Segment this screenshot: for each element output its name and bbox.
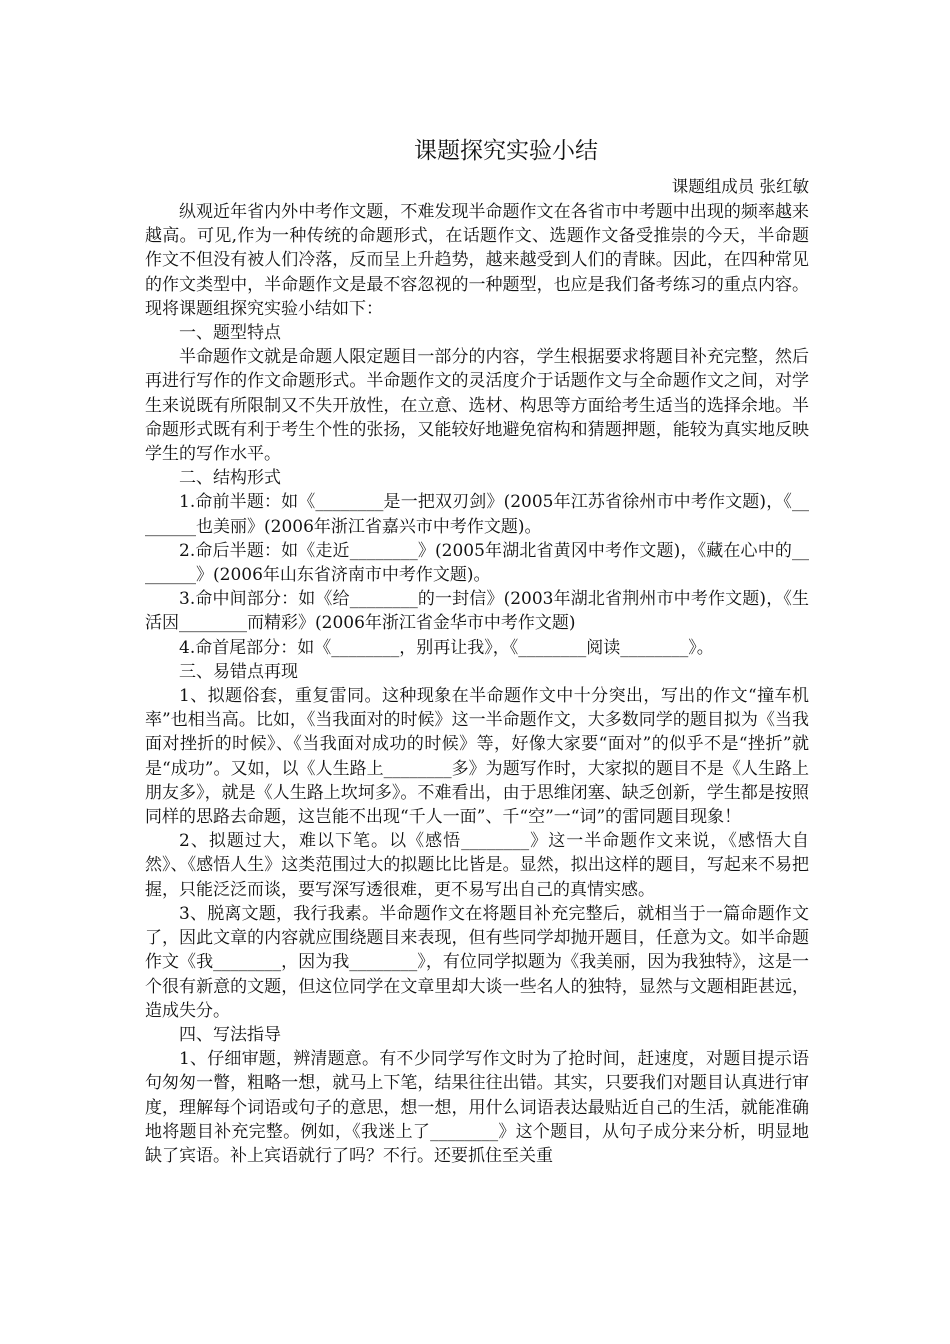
section-4-item-1: 1、仔细审题，辨清题意。有不少同学写作文时为了抢时间，赶速度，对题目提示语句匆匆一瞥，粗略一想，就马上下笔，结果往往出错。其实，只要我们对题目认真进行审度，理解每个词语或句子的意思，想一想，用什么词语表达最贴近自己的生活，就能准确地将题目补充完整。例如，《我迷上了________》这个题目，从句子成分来分析，明显地缺了宾语。补上宾语就行了吗？不行。还要抓住至关重 (145, 1049, 809, 1166)
section-2-item-1: 1.命前半题：如《________是一把双刃剑》(2005年江苏省徐州市中考作文题)，《________也美丽》(2006年浙江省嘉兴市中考作文题)。 (145, 492, 809, 537)
section-3-item-1: 1、拟题俗套，重复雷同。这种现象在半命题作文中十分突出，写出的作文“撞车机率”也相当高。比如，《当我面对的时候》这一半命题作文，大多数同学的题目拟为《当我面对挫折的时候》、《当我面对成功的时候》等，好像大家要“面对”的似乎不是“挫折”就是“成功”。又如，以《人生路上________多》为题写作时，大家拟的题目不是《人生路上朋友多》，就是《人生路上坎坷多》。不难看出，由于思维闭塞、缺乏创新，学生都是按照同样的思路去命题，这岂能不出现“千人一面”、千“空”一“词”的雷同题目现象！ (145, 686, 809, 828)
intro-paragraph: 纵观近年省内外中考作文题，不难发现半命题作文在各省市中考题中出现的频率越来越高。可见,作为一种传统的命题形式，在话题作文、选题作文备受推崇的今天，半命题作文不但没有被人们冷落，反而呈上升趋势，越来越受到人们的青睐。因此，在四种常见的作文类型中，半命题作文是最不容忽视的一种题型，也应是我们备考练习的重点内容。现将课题组探究实验小结如下： (145, 202, 809, 319)
section-2-item-4: 4.命首尾部分：如《________，别再让我》，《________阅读________》。 (179, 637, 714, 658)
section-3-item-3: 3、脱离文题，我行我素。半命题作文在将题目补充完整后，就相当于一篇命题作文了，因此文章的内容就应围绕题目来表现，但有些同学却抛开题目，任意为文。如半命题作文《我________，因为我________》，有位同学拟题为《我美丽，因为我独特》，这是一个很有新意的文题，但这位同学在文章里却大谈一些名人的独特，显然与文题相距甚远，造成失分。 (145, 903, 809, 1021)
section-heading-2: 二、结构形式 (179, 468, 281, 489)
section-heading-3: 三、易错点再现 (179, 661, 298, 682)
section-1-paragraph: 半命题作文就是命题人限定题目一部分的内容，学生根据要求将题目补充完整，然后再进行写作的作文命题形式。半命题作文的灵活度介于话题作文与全命题作文之间，对学生来说既有所限制又不失开放性，在立意、选材、构思等方面给考生适当的选择余地。半命题形式既有利于考生个性的张扬，又能较好地避免宿构和猜题押题，能较为真实地反映学生的写作水平。 (145, 347, 809, 465)
document-page (145, 128, 809, 1168)
section-3-item-2: 2、拟题过大，难以下笔。以《感悟________》这一半命题作文来说，《感悟大自然》、《感悟人生》这类范围过大的拟题比比皆是。显然，拟出这样的题目，写起来不易把握，只能泛泛而谈，要写深写透很难，更不易写出自己的真情实感。 (145, 831, 809, 900)
author-line: 课题组成员 张红敏 (671, 177, 809, 196)
document-title: 课题探究实验小结 (414, 138, 598, 164)
section-2-item-3: 3.命中间部分：如《给________的一封信》(2003年湖北省荆州市中考作文题)，《生活因________而精彩》(2006年浙江省金华市中考作文题) (145, 589, 809, 634)
section-2-item-2: 2.命后半题：如《走近________》(2005年湖北省黄冈中考作文题)，《藏在心中的________》(2006年山东省济南市中考作文题)。 (145, 540, 809, 586)
section-heading-4: 四、写法指导 (179, 1024, 281, 1045)
section-heading-1: 一、题型特点 (179, 323, 281, 344)
